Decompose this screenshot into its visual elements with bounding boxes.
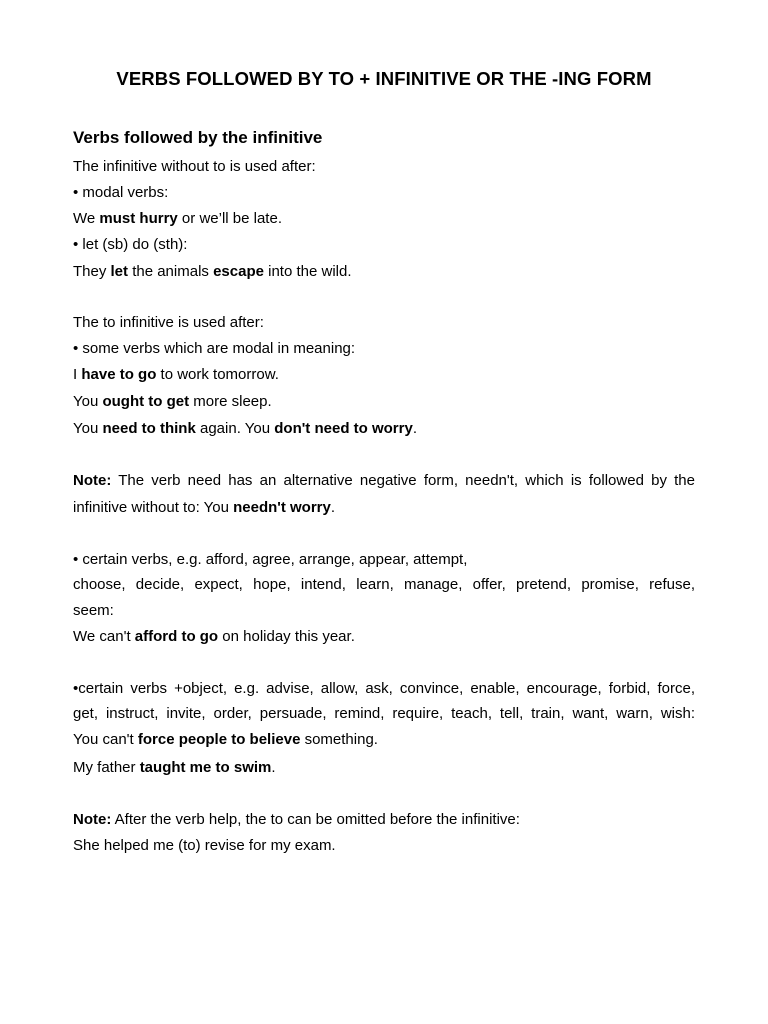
text: .: [330, 499, 336, 516]
note-label: Note:: [73, 472, 112, 489]
s2-example-3: [73, 420, 695, 438]
text: We can't: [73, 628, 135, 645]
s4-example-2: [73, 759, 695, 777]
bold-phrase: don't need to worry: [274, 420, 413, 437]
text: or we’ll be late.: [177, 210, 282, 227]
text: .: [271, 759, 276, 776]
section-heading: Verbs followed by the infinitive: [73, 128, 323, 147]
s4-example-1: [73, 731, 695, 749]
note2-example: She helped me (to) revise for my exam.: [73, 837, 336, 854]
text: more sleep.: [189, 393, 272, 410]
s2-example-1: [73, 366, 695, 384]
text: They: [73, 263, 111, 280]
s3-example-1: [73, 628, 695, 646]
s1-example-1: [73, 210, 695, 228]
text: I: [73, 366, 82, 383]
bold-phrase: have to go: [81, 366, 157, 383]
note2-line-1: [73, 811, 695, 829]
bold-phrase: needn't worry: [233, 499, 331, 516]
text: to work tomorrow.: [156, 366, 279, 383]
s3-bullet: • certain verbs, e.g. afford, agree, arrange, appear, attempt,: [73, 551, 468, 568]
text: infinitive without to: You: [73, 499, 234, 516]
s1-intro: The infinitive without to is used after:: [73, 158, 316, 175]
text: You: [73, 393, 103, 410]
s4-bullet-line-1: •certain verbs +object, e.g. advise, allow, ask, convince, enable, encourage, forbid, force,: [73, 680, 695, 697]
text: We: [73, 210, 100, 227]
bold-phrase: force people to believe: [137, 731, 301, 748]
bold-phrase: escape: [213, 263, 264, 280]
text: again. You: [195, 420, 275, 437]
note-label: Note:: [73, 811, 112, 828]
s3-list-line-1: choose, decide, expect, hope, intend, learn, manage, offer, pretend, promise, refuse,: [73, 576, 695, 593]
text: After the verb help, the to can be omitted before the infinitive:: [111, 811, 520, 828]
note1-line-1: [73, 472, 695, 490]
s2-bullet: • some verbs which are modal in meaning:: [73, 340, 356, 357]
text: The verb need has an alternative negative form, needn't, which is followed by the: [111, 472, 695, 489]
text: My father: [73, 759, 140, 776]
text: You: [73, 420, 103, 437]
text: .: [412, 420, 417, 437]
bold-phrase: afford to go: [134, 628, 219, 645]
bold-phrase: ought to get: [102, 393, 190, 410]
note1-line-2: [73, 499, 695, 517]
s3-list-line-2: seem:: [73, 602, 114, 619]
s4-bullet-line-2: get, instruct, invite, order, persuade, remind, require, teach, tell, train, want, warn, wish:: [73, 705, 695, 722]
s2-example-2: [73, 393, 695, 411]
bold-phrase: let: [110, 263, 129, 280]
text: into the wild.: [263, 263, 352, 280]
bold-phrase: need to think: [102, 420, 196, 437]
s2-intro: The to infinitive is used after:: [73, 314, 264, 331]
bold-phrase: taught me to swim: [139, 759, 272, 776]
page-title: VERBS FOLLOWED BY TO + INFINITIVE OR THE -ING FORM: [116, 68, 652, 89]
s1-example-2: [73, 263, 695, 281]
s1-bullet-modal: • modal verbs:: [73, 184, 169, 201]
text: something.: [300, 731, 378, 748]
bold-phrase: must hurry: [99, 210, 178, 227]
text: on holiday this year.: [218, 628, 355, 645]
s1-bullet-let: • let (sb) do (sth):: [73, 236, 188, 253]
text: You can't: [73, 731, 138, 748]
text: the animals: [128, 263, 214, 280]
